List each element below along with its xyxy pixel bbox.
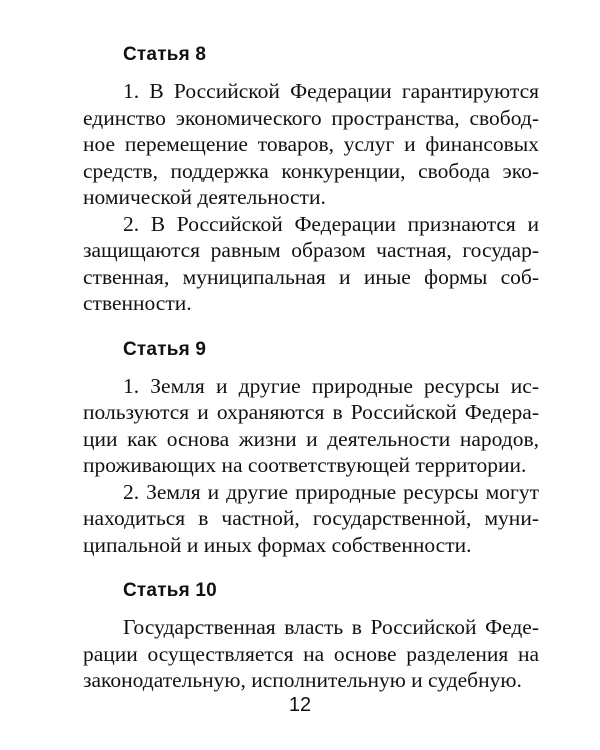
article-8 [83,42,539,317]
article-paragraph: 2. В Российской Федерации признаются и защищаются равным образом частная, государственная, муниципальная и иные формы собственности. [83,211,539,315]
document-page [83,42,539,694]
article-heading: Статья 10 [123,580,217,601]
article-9 [83,337,539,559]
page-number: 12 [288,694,312,716]
article-paragraph: 1. Земля и другие природные ресурсы используются и охраняются в Российской Федерации как основа жизни и деятельности народов, проживающих на соответствующей территории. [83,373,539,477]
article-paragraph: 1. В Российской Федерации гарантируются единство экономического пространства, свободное перемещение товаров, услуг и финансовых средств, поддержка конкуренции, свобода экономической деятельности. [83,79,539,209]
article-paragraph: 2. Земля и другие природные ресурсы могут находиться в частной, государственной, муниципальной и иных формах собственности. [83,479,539,557]
article-10 [83,578,539,694]
article-heading: Статья 9 [123,338,207,360]
article-paragraph: Государственная власть в Российской Федерации осуществляется на основе разделения на законодательную, исполнительную и судебную. [83,615,539,692]
article-heading: Статья 8 [123,44,207,65]
